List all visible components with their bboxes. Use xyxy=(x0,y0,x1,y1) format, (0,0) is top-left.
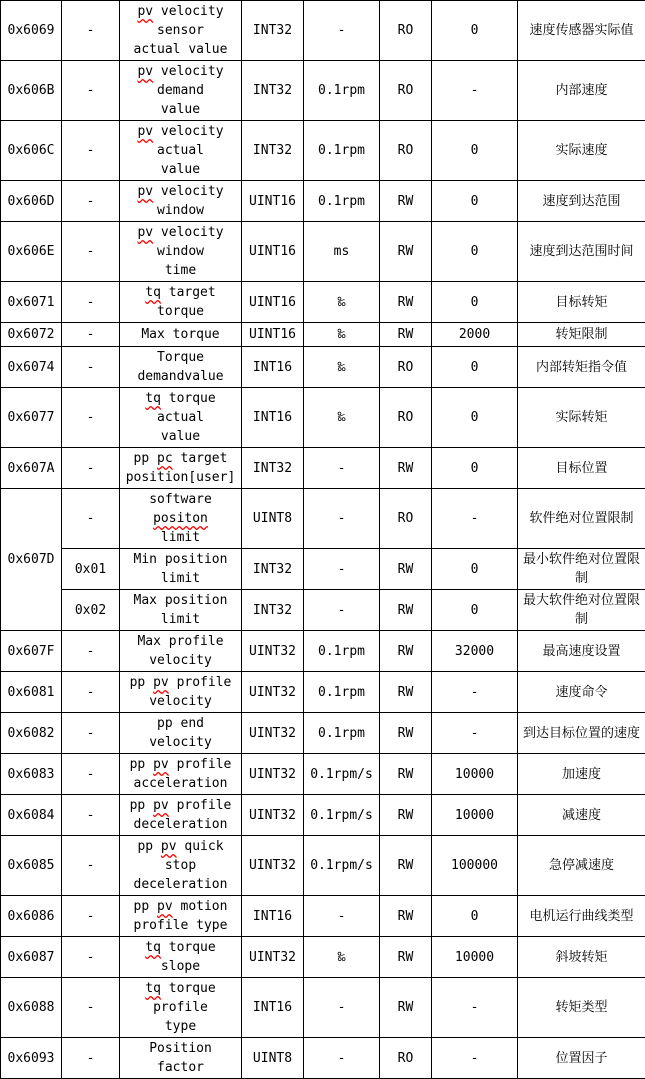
index-cell: 0x607F xyxy=(1,631,62,672)
table-row xyxy=(1,978,645,1038)
description-cell: 内部速度 xyxy=(518,61,645,121)
unit-cell: - xyxy=(304,1,380,61)
datatype-cell: UINT32 xyxy=(242,795,304,836)
name-cell: Max profile velocity xyxy=(120,631,242,672)
misspelled-word: pv xyxy=(153,757,169,772)
description-cell: 目标位置 xyxy=(518,448,645,489)
table-row xyxy=(1,631,645,672)
default-value-cell: 0 xyxy=(432,282,518,323)
table-row xyxy=(1,121,645,181)
description-cell: 减速度 xyxy=(518,795,645,836)
datatype-cell: UINT32 xyxy=(242,631,304,672)
subindex-cell: 0x01 xyxy=(62,549,120,590)
table-row xyxy=(1,590,645,631)
subindex-cell: - xyxy=(62,489,120,549)
default-value-cell: 0 xyxy=(432,448,518,489)
name-cell: pp end velocity xyxy=(120,713,242,754)
index-cell: 0x6083 xyxy=(1,754,62,795)
access-cell: RO xyxy=(380,489,432,549)
name-cell: tq torque profile type xyxy=(120,978,242,1038)
default-value-cell: - xyxy=(432,978,518,1038)
subindex-cell: - xyxy=(62,323,120,347)
unit-cell: - xyxy=(304,489,380,549)
description-cell: 速度命令 xyxy=(518,672,645,713)
unit-cell: 0.1rpm xyxy=(304,121,380,181)
unit-cell: - xyxy=(304,978,380,1038)
table-row xyxy=(1,672,645,713)
default-value-cell: - xyxy=(432,672,518,713)
default-value-cell: - xyxy=(432,61,518,121)
unit-cell: 0.1rpm/s xyxy=(304,795,380,836)
table-row xyxy=(1,61,645,121)
default-value-cell: 0 xyxy=(432,181,518,222)
subindex-cell: - xyxy=(62,121,120,181)
subindex-cell: - xyxy=(62,672,120,713)
name-cell: Min position limit xyxy=(120,549,242,590)
unit-cell: ‰ xyxy=(304,937,380,978)
description-cell: 速度传感器实际值 xyxy=(518,1,645,61)
default-value-cell: 0 xyxy=(432,347,518,388)
index-cell: 0x6084 xyxy=(1,795,62,836)
default-value-cell: 32000 xyxy=(432,631,518,672)
access-cell: RW xyxy=(380,181,432,222)
table-row xyxy=(1,181,645,222)
unit-cell: ‰ xyxy=(304,282,380,323)
unit-cell: ‰ xyxy=(304,323,380,347)
name-cell: tq torque actual value xyxy=(120,388,242,448)
name-cell: pv velocity actual value xyxy=(120,121,242,181)
default-value-cell: 100000 xyxy=(432,836,518,896)
datatype-cell: UINT32 xyxy=(242,937,304,978)
name-cell: pv velocity sensor actual value xyxy=(120,1,242,61)
datatype-cell: INT16 xyxy=(242,896,304,937)
datatype-cell: INT32 xyxy=(242,61,304,121)
subindex-cell: - xyxy=(62,631,120,672)
index-cell: 0x606C xyxy=(1,121,62,181)
datatype-cell: UINT32 xyxy=(242,713,304,754)
misspelled-word: pv xyxy=(157,899,173,914)
name-cell: tq torque slope xyxy=(120,937,242,978)
access-cell: RO xyxy=(380,61,432,121)
description-cell: 加速度 xyxy=(518,754,645,795)
table-row xyxy=(1,754,645,795)
name-cell: tq target torque xyxy=(120,282,242,323)
subindex-cell: - xyxy=(62,896,120,937)
description-cell: 到达目标位置的速度 xyxy=(518,713,645,754)
subindex-cell: - xyxy=(62,388,120,448)
index-cell: 0x607D xyxy=(1,489,62,631)
default-value-cell: - xyxy=(432,489,518,549)
index-cell: 0x6088 xyxy=(1,978,62,1038)
misspelled-word: tq xyxy=(145,391,161,406)
index-cell: 0x606B xyxy=(1,61,62,121)
datatype-cell: UINT16 xyxy=(242,181,304,222)
default-value-cell: 10000 xyxy=(432,795,518,836)
unit-cell: - xyxy=(304,549,380,590)
table-row xyxy=(1,549,645,590)
description-cell: 转矩限制 xyxy=(518,323,645,347)
access-cell: RW xyxy=(380,754,432,795)
subindex-cell: - xyxy=(62,978,120,1038)
misspelled-word: pv xyxy=(161,839,177,854)
datatype-cell: INT16 xyxy=(242,347,304,388)
subindex-cell: - xyxy=(62,836,120,896)
index-cell: 0x6071 xyxy=(1,282,62,323)
name-cell: pv velocity window xyxy=(120,181,242,222)
index-cell: 0x606D xyxy=(1,181,62,222)
access-cell: RW xyxy=(380,590,432,631)
unit-cell: 0.1rpm xyxy=(304,713,380,754)
name-cell: pp pv profile acceleration xyxy=(120,754,242,795)
datatype-cell: UINT32 xyxy=(242,672,304,713)
table-row xyxy=(1,836,645,896)
misspelled-word: tq xyxy=(145,981,161,996)
unit-cell: 0.1rpm xyxy=(304,61,380,121)
datatype-cell: UINT8 xyxy=(242,1038,304,1079)
table-row xyxy=(1,489,645,549)
datatype-cell: UINT32 xyxy=(242,836,304,896)
access-cell: RO xyxy=(380,388,432,448)
default-value-cell: 0 xyxy=(432,549,518,590)
misspelled-word: pv xyxy=(137,4,153,19)
index-cell: 0x6093 xyxy=(1,1038,62,1079)
index-cell: 0x6072 xyxy=(1,323,62,347)
index-cell: 0x6069 xyxy=(1,1,62,61)
description-cell: 位置因子 xyxy=(518,1038,645,1079)
description-cell: 实际转矩 xyxy=(518,388,645,448)
datatype-cell: UINT32 xyxy=(242,754,304,795)
datatype-cell: INT32 xyxy=(242,590,304,631)
subindex-cell: - xyxy=(62,754,120,795)
datatype-cell: INT32 xyxy=(242,448,304,489)
subindex-cell: - xyxy=(62,1038,120,1079)
table-row xyxy=(1,713,645,754)
misspelled-word: pv xyxy=(153,798,169,813)
description-cell: 实际速度 xyxy=(518,121,645,181)
subindex-cell: - xyxy=(62,448,120,489)
table-row xyxy=(1,347,645,388)
access-cell: RW xyxy=(380,713,432,754)
name-cell: pp pv motion profile type xyxy=(120,896,242,937)
table-row xyxy=(1,323,645,347)
table-body xyxy=(1,1,645,1079)
name-cell: Torque demandvalue xyxy=(120,347,242,388)
subindex-cell: - xyxy=(62,181,120,222)
access-cell: RW xyxy=(380,282,432,323)
access-cell: RO xyxy=(380,1038,432,1079)
access-cell: RW xyxy=(380,448,432,489)
table-row xyxy=(1,937,645,978)
table-row xyxy=(1,222,645,282)
default-value-cell: 0 xyxy=(432,590,518,631)
name-cell: Max position limit xyxy=(120,590,242,631)
index-cell: 0x6082 xyxy=(1,713,62,754)
subindex-cell: 0x02 xyxy=(62,590,120,631)
access-cell: RW xyxy=(380,631,432,672)
table-row xyxy=(1,896,645,937)
description-cell: 速度到达范围时间 xyxy=(518,222,645,282)
description-cell: 最大软件绝对位置限制 xyxy=(518,590,645,631)
name-cell: pp pc target position[user] xyxy=(120,448,242,489)
misspelled-word: tq xyxy=(145,285,161,300)
datatype-cell: INT16 xyxy=(242,388,304,448)
unit-cell: 0.1rpm xyxy=(304,181,380,222)
name-cell: pp pv profile deceleration xyxy=(120,795,242,836)
default-value-cell: - xyxy=(432,713,518,754)
unit-cell: ‰ xyxy=(304,347,380,388)
description-cell: 斜坡转矩 xyxy=(518,937,645,978)
index-cell: 0x6081 xyxy=(1,672,62,713)
misspelled-word: positon xyxy=(153,511,208,526)
access-cell: RW xyxy=(380,836,432,896)
access-cell: RO xyxy=(380,347,432,388)
description-cell: 急停减速度 xyxy=(518,836,645,896)
name-cell: Position factor xyxy=(120,1038,242,1079)
description-cell: 最小软件绝对位置限制 xyxy=(518,549,645,590)
misspelled-word: pv xyxy=(137,124,153,139)
default-value-cell: 10000 xyxy=(432,937,518,978)
subindex-cell: - xyxy=(62,222,120,282)
default-value-cell: - xyxy=(432,1038,518,1079)
default-value-cell: 0 xyxy=(432,896,518,937)
name-cell: pv velocity window time xyxy=(120,222,242,282)
access-cell: RW xyxy=(380,896,432,937)
misspelled-word: pv xyxy=(137,225,153,240)
datatype-cell: UINT16 xyxy=(242,222,304,282)
index-cell: 0x606E xyxy=(1,222,62,282)
unit-cell: 0.1rpm xyxy=(304,631,380,672)
description-cell: 转矩类型 xyxy=(518,978,645,1038)
unit-cell: - xyxy=(304,896,380,937)
access-cell: RW xyxy=(380,978,432,1038)
access-cell: RW xyxy=(380,222,432,282)
table-row xyxy=(1,282,645,323)
description-cell: 目标转矩 xyxy=(518,282,645,323)
access-cell: RW xyxy=(380,549,432,590)
default-value-cell: 10000 xyxy=(432,754,518,795)
datatype-cell: UINT16 xyxy=(242,323,304,347)
subindex-cell: - xyxy=(62,937,120,978)
table-row xyxy=(1,1038,645,1079)
unit-cell: ms xyxy=(304,222,380,282)
subindex-cell: - xyxy=(62,1,120,61)
unit-cell: 0.1rpm/s xyxy=(304,754,380,795)
access-cell: RO xyxy=(380,1,432,61)
unit-cell: - xyxy=(304,590,380,631)
description-cell: 内部转矩指令值 xyxy=(518,347,645,388)
default-value-cell: 2000 xyxy=(432,323,518,347)
misspelled-word: pv xyxy=(153,675,169,690)
misspelled-word: tq xyxy=(145,940,161,955)
name-cell: pv velocity demand value xyxy=(120,61,242,121)
index-cell: 0x6086 xyxy=(1,896,62,937)
description-cell: 速度到达范围 xyxy=(518,181,645,222)
subindex-cell: - xyxy=(62,61,120,121)
index-cell: 0x607A xyxy=(1,448,62,489)
misspelled-word: pv xyxy=(137,64,153,79)
access-cell: RW xyxy=(380,937,432,978)
unit-cell: - xyxy=(304,1038,380,1079)
index-cell: 0x6074 xyxy=(1,347,62,388)
datatype-cell: UINT16 xyxy=(242,282,304,323)
datatype-cell: INT16 xyxy=(242,978,304,1038)
index-cell: 0x6077 xyxy=(1,388,62,448)
subindex-cell: - xyxy=(62,347,120,388)
unit-cell: ‰ xyxy=(304,388,380,448)
description-cell: 电机运行曲线类型 xyxy=(518,896,645,937)
table-row xyxy=(1,795,645,836)
datatype-cell: INT32 xyxy=(242,1,304,61)
unit-cell: 0.1rpm/s xyxy=(304,836,380,896)
access-cell: RW xyxy=(380,795,432,836)
datatype-cell: UINT8 xyxy=(242,489,304,549)
name-cell: pp pv quick stop deceleration xyxy=(120,836,242,896)
table-row xyxy=(1,448,645,489)
table-row xyxy=(1,1,645,61)
access-cell: RO xyxy=(380,121,432,181)
name-cell: software positon limit xyxy=(120,489,242,549)
unit-cell: - xyxy=(304,448,380,489)
index-cell: 0x6087 xyxy=(1,937,62,978)
misspelled-word: pv xyxy=(137,184,153,199)
access-cell: RW xyxy=(380,672,432,713)
default-value-cell: 0 xyxy=(432,222,518,282)
name-cell: pp pv profile velocity xyxy=(120,672,242,713)
unit-cell: 0.1rpm xyxy=(304,672,380,713)
name-cell: Max torque xyxy=(120,323,242,347)
datatype-cell: INT32 xyxy=(242,549,304,590)
default-value-cell: 0 xyxy=(432,121,518,181)
description-cell: 软件绝对位置限制 xyxy=(518,489,645,549)
description-cell: 最高速度设置 xyxy=(518,631,645,672)
misspelled-word: pc xyxy=(157,451,173,466)
default-value-cell: 0 xyxy=(432,1,518,61)
table-row xyxy=(1,388,645,448)
datatype-cell: INT32 xyxy=(242,121,304,181)
subindex-cell: - xyxy=(62,282,120,323)
default-value-cell: 0 xyxy=(432,388,518,448)
access-cell: RW xyxy=(380,323,432,347)
subindex-cell: - xyxy=(62,795,120,836)
index-cell: 0x6085 xyxy=(1,836,62,896)
subindex-cell: - xyxy=(62,713,120,754)
